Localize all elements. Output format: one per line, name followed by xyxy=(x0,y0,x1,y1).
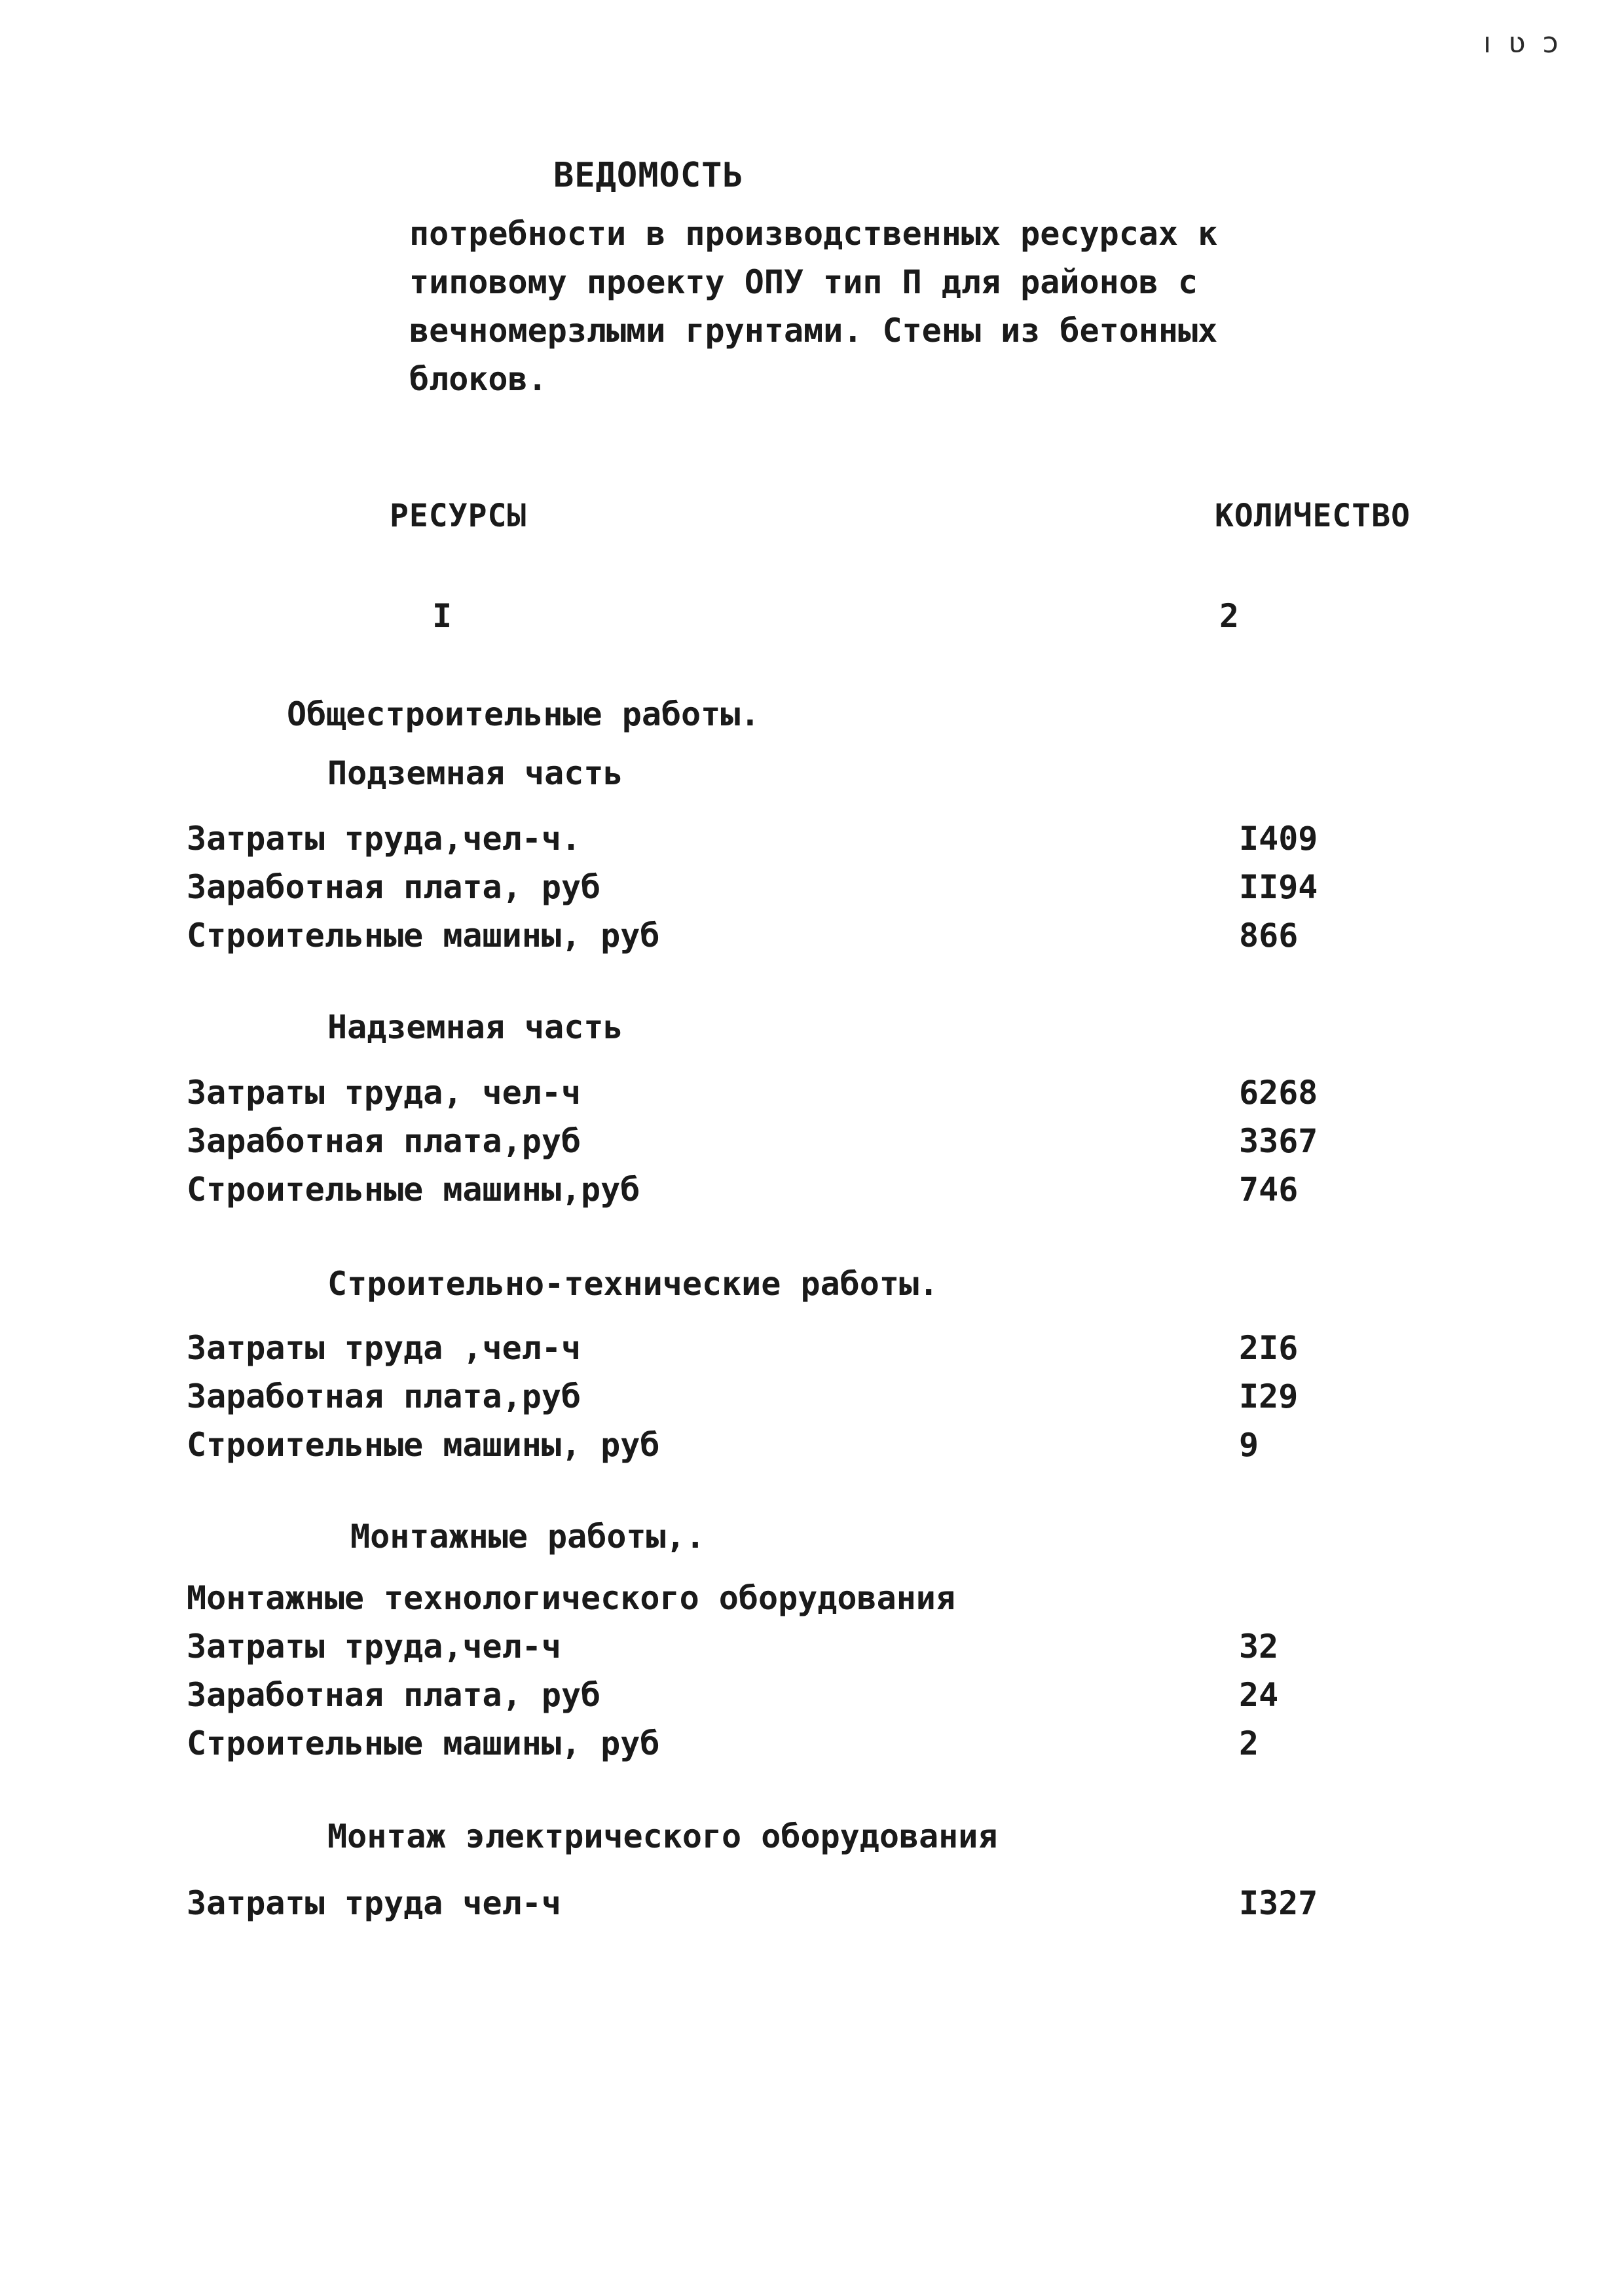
row-value: 746 xyxy=(1239,1171,1299,1209)
row-value: 866 xyxy=(1239,917,1299,955)
row-label: Строительные машины, руб xyxy=(187,1426,660,1464)
subtitle-line: типовому проекту ОПУ тип П для районов с xyxy=(409,263,1198,301)
row-value: II94 xyxy=(1239,868,1318,906)
row-label: Строительные машины, руб xyxy=(187,917,660,955)
column-header-resources: РЕСУРСЫ xyxy=(390,498,527,534)
table-row xyxy=(187,1122,1431,1171)
row-label: Затраты труда чел-ч xyxy=(187,1884,561,1922)
table-row xyxy=(187,820,1431,868)
subtitle-line: потребности в производственных ресурсах к xyxy=(409,215,1218,253)
section-heading-installation: Монтажные работы,. xyxy=(350,1518,705,1556)
row-label: Строительные машины, руб xyxy=(187,1724,660,1762)
column-header-quantity: КОЛИЧЕСТВО xyxy=(1215,498,1411,534)
column-number-resources: I xyxy=(432,597,452,635)
row-value: 6268 xyxy=(1239,1074,1318,1112)
row-label: Заработная плата,руб xyxy=(187,1122,581,1160)
row-label: Затраты труда,чел-ч xyxy=(187,1628,561,1666)
row-label: Заработная плата,руб xyxy=(187,1377,581,1415)
section-heading-construction-technical: Строительно-технические работы. xyxy=(327,1265,939,1303)
subsection-heading-electrical-equipment: Монтаж электрического оборудования xyxy=(327,1817,998,1855)
table-row xyxy=(187,1724,1431,1773)
row-value: 2 xyxy=(1239,1724,1259,1762)
page-number: ı ʋ ɔ xyxy=(1483,26,1562,60)
row-value: I409 xyxy=(1239,820,1318,858)
table-row xyxy=(187,1329,1431,1377)
table-row xyxy=(187,1628,1431,1676)
row-label: Заработная плата, руб xyxy=(187,868,601,906)
row-value: 24 xyxy=(1239,1676,1279,1714)
subsection-heading-aboveground: Надземная часть xyxy=(327,1008,623,1046)
row-value: 3367 xyxy=(1239,1122,1318,1160)
subtitle-line: вечномерзлыми грунтами. Стены из бетонных xyxy=(409,312,1218,350)
row-value: I327 xyxy=(1239,1884,1318,1922)
table-row xyxy=(187,1074,1431,1122)
document-subtitle xyxy=(409,210,1326,403)
subtitle-line: блоков. xyxy=(409,360,547,398)
row-label: Заработная плата, руб xyxy=(187,1676,601,1714)
table-row xyxy=(187,1676,1431,1724)
document-title: ВЕДОМОСТЬ xyxy=(553,156,744,195)
row-label: Строительные машины,руб xyxy=(187,1171,640,1209)
row-label: Затраты труда,чел-ч. xyxy=(187,820,581,858)
row-value: 2I6 xyxy=(1239,1329,1299,1367)
column-number-quantity: 2 xyxy=(1219,597,1240,635)
row-value: 9 xyxy=(1239,1426,1259,1464)
row-value: I29 xyxy=(1239,1377,1299,1415)
table-row xyxy=(187,1171,1431,1219)
table-row xyxy=(187,1377,1431,1426)
row-label: Затраты труда ,чел-ч xyxy=(187,1329,581,1367)
table-row xyxy=(187,868,1431,917)
section-heading-general: Общестроительные работы. xyxy=(287,695,760,733)
table-row xyxy=(187,1426,1431,1474)
subsection-heading-tech-equipment: Монтажные технологического оборудования xyxy=(187,1579,955,1617)
table-row xyxy=(187,1884,1431,1933)
table-row xyxy=(187,917,1431,965)
row-label: Затраты труда, чел-ч xyxy=(187,1074,581,1112)
row-value: 32 xyxy=(1239,1628,1279,1666)
subsection-heading-underground: Подземная часть xyxy=(327,754,623,792)
